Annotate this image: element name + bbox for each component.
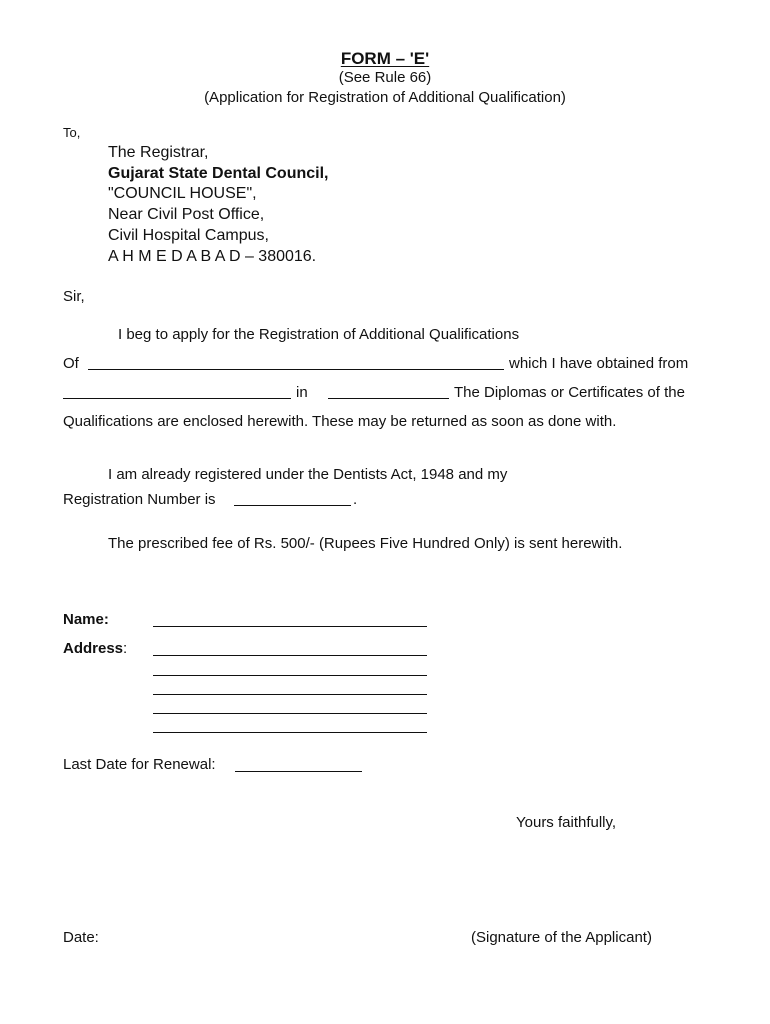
address-blank-2[interactable] bbox=[153, 675, 427, 676]
address-label bbox=[63, 641, 127, 656]
addressee-line-4: Near Civil Post Office, bbox=[108, 206, 265, 223]
year-blank[interactable] bbox=[328, 398, 449, 399]
form-title: FORM – 'E' bbox=[340, 49, 430, 68]
qualification-blank[interactable] bbox=[88, 369, 504, 370]
addressee-line-1: The Registrar, bbox=[108, 144, 209, 161]
para1-line1: I beg to apply for the Registration of Additional Qualifications bbox=[118, 326, 520, 343]
obtained-from-text: which I have obtained from bbox=[509, 355, 689, 372]
addressee-line-2: Gujarat State Dental Council, bbox=[108, 165, 329, 182]
address-label-text: Address bbox=[63, 640, 124, 657]
address-label-colon: : bbox=[123, 640, 128, 657]
para1-line4: Qualifications are enclosed herewith. These may be returned as soon as done with. bbox=[63, 413, 617, 430]
name-label: Name: bbox=[63, 611, 109, 628]
address-blank-4[interactable] bbox=[153, 713, 427, 714]
fee-statement: The prescribed fee of Rs. 500/- (Rupees Five Hundred Only) is sent herewith. bbox=[108, 535, 623, 552]
in-label: in bbox=[296, 384, 308, 401]
addressee-line-6: A H M E D A B A D – 380016. bbox=[108, 248, 317, 265]
addressee-line-5: Civil Hospital Campus, bbox=[108, 227, 269, 244]
salutation: Sir, bbox=[63, 288, 85, 305]
address-blank-5[interactable] bbox=[153, 732, 427, 733]
institution-blank[interactable] bbox=[63, 398, 291, 399]
renewal-label: Last Date for Renewal: bbox=[63, 756, 216, 773]
form-subtitle: (Application for Registration of Additional Qualification) bbox=[204, 89, 566, 106]
address-blank-1[interactable] bbox=[153, 655, 427, 656]
registration-number-blank[interactable] bbox=[234, 505, 351, 506]
to-label: To, bbox=[63, 125, 81, 140]
rule-reference: (See Rule 66) bbox=[338, 69, 432, 86]
registration-label: Registration Number is bbox=[63, 491, 216, 508]
closing-yours-faithfully: Yours faithfully, bbox=[516, 814, 617, 831]
date-label: Date: bbox=[63, 929, 99, 946]
registration-period: . bbox=[353, 491, 358, 508]
signature-label: (Signature of the Applicant) bbox=[471, 929, 652, 946]
para2-line1: I am already registered under the Dentists Act, 1948 and my bbox=[108, 466, 508, 483]
addressee-line-3: "COUNCIL HOUSE", bbox=[108, 185, 257, 202]
diplomas-text: The Diplomas or Certificates of the bbox=[454, 384, 685, 401]
name-blank[interactable] bbox=[153, 626, 427, 627]
renewal-date-blank[interactable] bbox=[235, 771, 362, 772]
address-blank-3[interactable] bbox=[153, 694, 427, 695]
of-label: Of bbox=[63, 355, 79, 372]
